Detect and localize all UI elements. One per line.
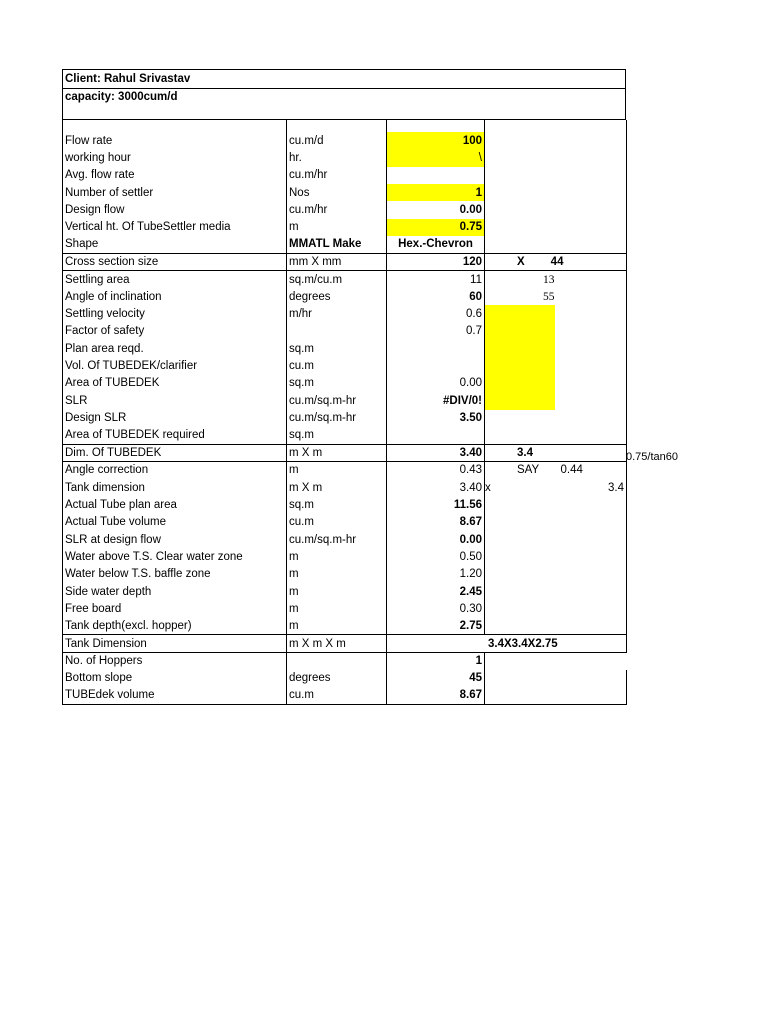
- spacer-cell: [485, 120, 555, 132]
- table-row: [63, 462, 627, 479]
- unit-cell[interactable]: cu.m: [287, 514, 387, 531]
- unit-cell[interactable]: cu.m/sq.m-hr: [287, 392, 387, 409]
- client-name-cell[interactable]: Client: Rahul Srivastav: [63, 70, 625, 89]
- overflow-note[interactable]: 0.75/tan60: [626, 451, 678, 463]
- label-cell[interactable]: Tank depth(excl. hopper): [63, 618, 287, 635]
- extra-cell[interactable]: [555, 132, 627, 149]
- value-cell[interactable]: 0.7: [387, 323, 485, 340]
- value-cell[interactable]: 0.30: [387, 600, 485, 617]
- value-cell[interactable]: [387, 427, 485, 444]
- extra-cell[interactable]: [485, 600, 555, 617]
- extra-cell[interactable]: [485, 375, 555, 392]
- unit-cell[interactable]: m X m X m: [287, 635, 387, 652]
- extra-cell[interactable]: [555, 687, 627, 704]
- value-cell[interactable]: 11: [387, 271, 485, 288]
- label-cell[interactable]: Vol. Of TUBEDEK/clarifier: [63, 357, 287, 374]
- unit-cell[interactable]: MMATL Make: [287, 236, 387, 253]
- table-row: [63, 392, 627, 409]
- unit-cell[interactable]: m: [287, 462, 387, 479]
- extra-cell[interactable]: SAY: [517, 464, 540, 477]
- table-row: [63, 618, 627, 635]
- unit-cell[interactable]: [287, 323, 387, 340]
- spacer-cell: [555, 120, 627, 132]
- table-row: [63, 201, 627, 218]
- extra-cell[interactable]: [485, 670, 555, 687]
- extra-cell[interactable]: [485, 583, 555, 600]
- value-cell[interactable]: 100: [387, 132, 485, 149]
- extra-cell[interactable]: [555, 184, 627, 201]
- extra-cell[interactable]: 0.44: [555, 462, 627, 479]
- table-row: [63, 357, 627, 374]
- unit-cell[interactable]: m X m: [287, 479, 387, 496]
- extra-cell[interactable]: [485, 496, 555, 513]
- table-row: [63, 514, 627, 531]
- table-row: [63, 236, 627, 253]
- value-cell[interactable]: [387, 340, 485, 357]
- unit-cell[interactable]: m: [287, 548, 387, 565]
- table-row: [63, 305, 627, 322]
- value-cell[interactable]: 0.43: [387, 462, 485, 479]
- unit-cell[interactable]: m: [287, 618, 387, 635]
- value-cell[interactable]: 0.00: [387, 531, 485, 548]
- value-cell[interactable]: 0.00: [387, 201, 485, 218]
- value-cell[interactable]: 60: [387, 288, 485, 305]
- label-cell[interactable]: working hour: [63, 149, 287, 166]
- extra-cell[interactable]: [485, 548, 555, 565]
- calculation-table: [62, 120, 627, 705]
- label-cell[interactable]: Avg. flow rate: [63, 167, 287, 184]
- label-cell[interactable]: Bottom slope: [63, 670, 287, 687]
- table-row: [63, 583, 627, 600]
- unit-cell[interactable]: cu.m: [287, 687, 387, 704]
- extra-cell[interactable]: [555, 444, 627, 461]
- extra-cell[interactable]: [485, 687, 555, 704]
- extra-cell[interactable]: [555, 670, 627, 687]
- value-cell[interactable]: \: [387, 149, 485, 166]
- unit-cell[interactable]: cu.m/hr: [287, 167, 387, 184]
- unit-cell[interactable]: m X m: [287, 444, 387, 461]
- unit-cell[interactable]: degrees: [287, 288, 387, 305]
- table-row: [63, 670, 627, 687]
- label-cell[interactable]: Angle of inclination: [63, 288, 287, 305]
- extra-cell[interactable]: [555, 600, 627, 617]
- spacer-cell: [287, 120, 387, 132]
- unit-cell[interactable]: m: [287, 219, 387, 236]
- extra-cell[interactable]: [555, 357, 627, 374]
- value-cell[interactable]: 2.75: [387, 618, 485, 635]
- label-cell[interactable]: Dim. Of TUBEDEK: [63, 444, 287, 461]
- table-row: [63, 253, 627, 270]
- label-cell[interactable]: Vertical ht. Of TubeSettler media: [63, 219, 287, 236]
- label-cell[interactable]: Angle correction: [63, 462, 287, 479]
- label-cell[interactable]: Water below T.S. baffle zone: [63, 566, 287, 583]
- spacer-cell: [63, 120, 287, 132]
- label-cell[interactable]: Factor of safety: [63, 323, 287, 340]
- extra-cell[interactable]: [485, 305, 555, 322]
- label-cell[interactable]: Flow rate: [63, 132, 287, 149]
- value-cell[interactable]: 0.75: [387, 219, 485, 236]
- table-row: [63, 167, 627, 184]
- extra-cell[interactable]: [485, 219, 555, 236]
- table-row: [63, 531, 627, 548]
- table-row: [63, 479, 627, 496]
- extra-cell[interactable]: [555, 288, 627, 305]
- unit-cell[interactable]: sq.m: [287, 496, 387, 513]
- value-cell[interactable]: Hex.-Chevron: [387, 236, 485, 253]
- extra-cell[interactable]: 3.4: [555, 479, 627, 496]
- extra-cell[interactable]: [555, 305, 627, 322]
- extra-cell[interactable]: [555, 566, 627, 583]
- extra-cell[interactable]: [485, 236, 555, 253]
- table-row: [63, 496, 627, 513]
- table-row: [63, 410, 627, 427]
- extra-cell[interactable]: [555, 496, 627, 513]
- unit-cell[interactable]: hr.: [287, 149, 387, 166]
- unit-cell[interactable]: m: [287, 600, 387, 617]
- extra-cell[interactable]: [485, 427, 555, 444]
- extra-cell[interactable]: [485, 410, 555, 427]
- table-row: [63, 288, 627, 305]
- extra-cell[interactable]: [555, 219, 627, 236]
- extra-cell[interactable]: [485, 132, 555, 149]
- table-row: [63, 271, 627, 288]
- extra-cell[interactable]: [555, 427, 627, 444]
- value-cell[interactable]: 120: [387, 253, 485, 270]
- extra-cell[interactable]: [485, 392, 555, 409]
- value-cell[interactable]: 0.6: [387, 305, 485, 322]
- label-cell[interactable]: Design flow: [63, 201, 287, 218]
- table-row: [63, 132, 627, 149]
- value-cell[interactable]: [387, 357, 485, 374]
- extra-cell[interactable]: [555, 548, 627, 565]
- extra-cell[interactable]: [555, 271, 627, 288]
- extra-cell[interactable]: 55: [543, 290, 555, 303]
- label-cell[interactable]: SLR: [63, 392, 287, 409]
- extra-cell[interactable]: [485, 184, 555, 201]
- value-cell[interactable]: 11.56: [387, 496, 485, 513]
- extra-cell[interactable]: [485, 652, 555, 669]
- extra-cell[interactable]: [485, 323, 555, 340]
- extra-cell[interactable]: [555, 253, 627, 270]
- extra-cell[interactable]: [485, 167, 555, 184]
- label-cell[interactable]: Tank dimension: [63, 479, 287, 496]
- unit-cell[interactable]: [287, 652, 387, 669]
- extra-cell[interactable]: [555, 236, 627, 253]
- table-row: [63, 652, 627, 669]
- table-row: [63, 323, 627, 340]
- value-cell[interactable]: 8.67: [387, 687, 485, 704]
- unit-cell[interactable]: sq.m/cu.m: [287, 271, 387, 288]
- extra-cell[interactable]: [555, 410, 627, 427]
- unit-cell[interactable]: cu.m/d: [287, 132, 387, 149]
- extra-cell[interactable]: [555, 149, 627, 166]
- table-row: [63, 600, 627, 617]
- value-cell[interactable]: 1: [387, 184, 485, 201]
- label-cell[interactable]: Settling area: [63, 271, 287, 288]
- extra-cell[interactable]: [555, 392, 627, 409]
- extra-cell[interactable]: 13: [543, 273, 555, 286]
- label-cell[interactable]: Water above T.S. Clear water zone: [63, 548, 287, 565]
- label-cell[interactable]: Cross section size: [63, 253, 287, 270]
- label-cell[interactable]: Tank Dimension: [63, 635, 287, 652]
- capacity-cell[interactable]: capacity: 3000cum/d: [65, 91, 178, 103]
- value-cell[interactable]: 3.40: [387, 444, 485, 461]
- table-row: [63, 219, 627, 236]
- table-row: [63, 184, 627, 201]
- unit-cell[interactable]: cu.m/hr: [287, 201, 387, 218]
- value-cell[interactable]: 2.45: [387, 583, 485, 600]
- extra-cell[interactable]: [485, 149, 555, 166]
- extra-cell[interactable]: [555, 652, 627, 669]
- extra-cell[interactable]: [555, 201, 627, 218]
- value-cell[interactable]: [387, 167, 485, 184]
- label-cell[interactable]: Actual Tube volume: [63, 514, 287, 531]
- unit-cell[interactable]: m: [287, 566, 387, 583]
- unit-cell[interactable]: sq.m: [287, 340, 387, 357]
- extra-cell[interactable]: [555, 340, 627, 357]
- extra-cell[interactable]: [485, 340, 555, 357]
- unit-cell[interactable]: cu.m/sq.m-hr: [287, 531, 387, 548]
- table-row: [63, 687, 627, 704]
- extra-cell[interactable]: [485, 514, 555, 531]
- value-cell[interactable]: 3.40: [387, 479, 485, 496]
- extra-cell[interactable]: [555, 167, 627, 184]
- extra-cell[interactable]: x: [485, 481, 491, 494]
- extra-cell[interactable]: X 44: [485, 253, 555, 270]
- table-row: [63, 149, 627, 166]
- table-row: [63, 375, 627, 392]
- extra-cell[interactable]: [485, 618, 555, 635]
- value-cell[interactable]: 45: [387, 670, 485, 687]
- table-row: [63, 444, 627, 461]
- extra-cell[interactable]: [485, 566, 555, 583]
- table-row: [63, 548, 627, 565]
- label-cell[interactable]: Settling velocity: [63, 305, 287, 322]
- spacer-cell: [387, 120, 485, 132]
- label-cell[interactable]: Design SLR: [63, 410, 287, 427]
- label-cell[interactable]: Plan area reqd.: [63, 340, 287, 357]
- value-cell[interactable]: 8.67: [387, 514, 485, 531]
- table-row: [63, 340, 627, 357]
- label-cell[interactable]: Number of settler: [63, 184, 287, 201]
- extra-cell[interactable]: [485, 357, 555, 374]
- label-cell[interactable]: Side water depth: [63, 583, 287, 600]
- label-cell[interactable]: SLR at design flow: [63, 531, 287, 548]
- value-cell[interactable]: 0.00: [387, 375, 485, 392]
- extra-cell[interactable]: [485, 531, 555, 548]
- label-cell[interactable]: Area of TUBEDEK: [63, 375, 287, 392]
- spreadsheet: [62, 69, 626, 705]
- unit-cell[interactable]: m: [287, 583, 387, 600]
- label-cell[interactable]: Shape: [63, 236, 287, 253]
- extra-cell[interactable]: [555, 375, 627, 392]
- label-cell[interactable]: No. of Hoppers: [63, 652, 287, 669]
- unit-cell[interactable]: mm X mm: [287, 253, 387, 270]
- table-row: [63, 427, 627, 444]
- header-block: [62, 69, 626, 120]
- unit-cell[interactable]: degrees: [287, 670, 387, 687]
- unit-cell[interactable]: sq.m: [287, 375, 387, 392]
- extra-cell[interactable]: [555, 618, 627, 635]
- extra-cell[interactable]: [485, 201, 555, 218]
- extra-cell[interactable]: [555, 583, 627, 600]
- extra-cell[interactable]: [555, 323, 627, 340]
- unit-cell[interactable]: cu.m/sq.m-hr: [287, 410, 387, 427]
- label-cell[interactable]: TUBEdek volume: [63, 687, 287, 704]
- unit-cell[interactable]: cu.m: [287, 357, 387, 374]
- extra-cell[interactable]: 3.4: [485, 444, 555, 461]
- value-cell[interactable]: #DIV/0!: [387, 392, 485, 409]
- value-cell[interactable]: 0.50: [387, 548, 485, 565]
- extra-cell[interactable]: [555, 531, 627, 548]
- table-row: [63, 635, 627, 652]
- label-cell[interactable]: Actual Tube plan area: [63, 496, 287, 513]
- spacer-row: [63, 120, 627, 132]
- unit-cell[interactable]: sq.m: [287, 427, 387, 444]
- value-cell[interactable]: 1: [387, 652, 485, 669]
- value-cell[interactable]: 3.50: [387, 410, 485, 427]
- unit-cell[interactable]: m/hr: [287, 305, 387, 322]
- value-cell[interactable]: 1.20: [387, 566, 485, 583]
- label-cell[interactable]: Area of TUBEDEK required: [63, 427, 287, 444]
- label-cell[interactable]: Free board: [63, 600, 287, 617]
- table-row: [63, 566, 627, 583]
- unit-cell[interactable]: Nos: [287, 184, 387, 201]
- extra-cell[interactable]: [555, 514, 627, 531]
- tank-dimension-value-cell[interactable]: 3.4X3.4X2.75: [387, 635, 627, 652]
